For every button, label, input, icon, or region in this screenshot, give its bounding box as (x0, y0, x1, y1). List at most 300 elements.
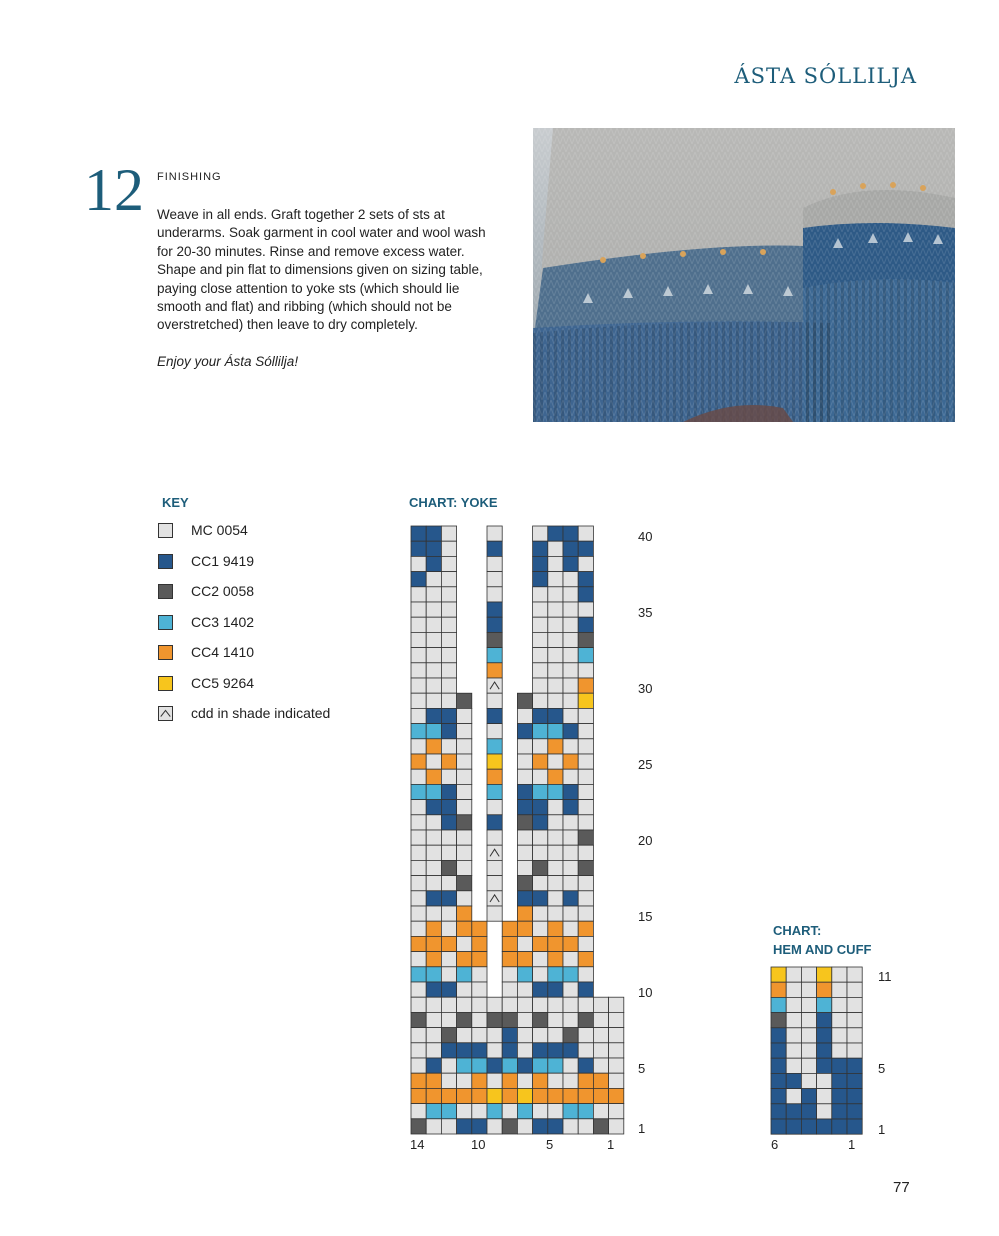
yoke-chart-cell (457, 936, 472, 951)
yoke-chart-cell (578, 1104, 593, 1119)
yoke-chart-cell (441, 678, 456, 693)
yoke-chart-cell (411, 830, 426, 845)
yoke-chart-cell (563, 891, 578, 906)
yoke-chart-cell (548, 617, 563, 632)
yoke-chart-cell (457, 906, 472, 921)
yoke-chart-cell (593, 997, 608, 1012)
hem-chart-cell (817, 1058, 832, 1073)
yoke-chart-cell (426, 921, 441, 936)
yoke-chart-cell (457, 708, 472, 723)
yoke-chart-cell (517, 708, 532, 723)
yoke-chart-cell (563, 754, 578, 769)
hem-chart-cell (771, 1043, 786, 1058)
yoke-chart-cell (609, 1058, 624, 1073)
hem-chart-grid (771, 967, 862, 1134)
yoke-chart-cell (578, 708, 593, 723)
yoke-chart-cell (548, 556, 563, 571)
yoke-chart-cell (563, 906, 578, 921)
yoke-chart-cell (441, 648, 456, 663)
yoke-chart-cell (548, 815, 563, 830)
yoke-chart-cell (487, 800, 502, 815)
yoke-chart-cell (426, 769, 441, 784)
yoke-chart-cell (548, 936, 563, 951)
key-label-mc: MC 0054 (191, 522, 248, 538)
yoke-chart-cell (533, 617, 548, 632)
yoke-chart-cell (548, 876, 563, 891)
yoke-chart-cell (411, 876, 426, 891)
yoke-chart-cell (578, 1073, 593, 1088)
yoke-chart-cell (411, 800, 426, 815)
yoke-chart-cell (457, 1043, 472, 1058)
yoke-row-label: 20 (638, 833, 653, 848)
hem-chart-cell (817, 1073, 832, 1088)
yoke-chart-cell (426, 784, 441, 799)
hem-chart-cell (817, 1089, 832, 1104)
yoke-chart-cell (487, 815, 502, 830)
yoke-chart-cell (578, 693, 593, 708)
hem-chart-cell (832, 1119, 847, 1134)
yoke-chart-cell (411, 1058, 426, 1073)
yoke-chart-cell (533, 784, 548, 799)
yoke-chart-cell (533, 860, 548, 875)
yoke-chart-cell (533, 800, 548, 815)
yoke-chart-cell (563, 997, 578, 1012)
hem-chart-cell (771, 1119, 786, 1134)
yoke-chart-cell (517, 769, 532, 784)
yoke-chart-cell (517, 754, 532, 769)
yoke-chart-cell (533, 1088, 548, 1103)
yoke-chart-cell (517, 1073, 532, 1088)
yoke-chart-cell (578, 724, 593, 739)
yoke-chart-cell (563, 967, 578, 982)
yoke-chart-cell (457, 997, 472, 1012)
yoke-chart-cell (563, 708, 578, 723)
yoke-chart-cell (487, 1119, 502, 1134)
yoke-chart-cell (502, 1088, 517, 1103)
yoke-chart-cell (487, 1028, 502, 1043)
yoke-chart-cell (411, 754, 426, 769)
yoke-chart-cell (563, 617, 578, 632)
yoke-chart-cell (441, 769, 456, 784)
yoke-chart-cell (411, 921, 426, 936)
yoke-chart-cell (517, 1043, 532, 1058)
yoke-chart-cell (441, 1104, 456, 1119)
hem-chart-cell (786, 1089, 801, 1104)
yoke-chart-cell (578, 815, 593, 830)
hem-chart-cell (847, 1119, 862, 1134)
hem-chart-cell (832, 982, 847, 997)
yoke-chart-cell (426, 1073, 441, 1088)
hem-chart-cell (832, 1104, 847, 1119)
yoke-chart-cell (457, 784, 472, 799)
yoke-chart-cell (441, 708, 456, 723)
hem-chart-cell (771, 1073, 786, 1088)
yoke-chart-cell (548, 754, 563, 769)
hem-chart-cell (771, 1104, 786, 1119)
yoke-chart-cell (548, 602, 563, 617)
yoke-chart-cell (548, 739, 563, 754)
key-title: KEY (162, 495, 189, 510)
yoke-chart-cell (533, 876, 548, 891)
yoke-chart-cell (411, 648, 426, 663)
hem-chart-cell (801, 967, 816, 982)
hem-chart-cell (801, 1058, 816, 1073)
yoke-chart-cell (578, 830, 593, 845)
yoke-chart-cell (426, 617, 441, 632)
yoke-chart-cell (441, 1012, 456, 1027)
yoke-chart-cell (563, 739, 578, 754)
yoke-chart-cell (578, 952, 593, 967)
yoke-chart-cell (457, 739, 472, 754)
yoke-chart-cell (457, 876, 472, 891)
hem-chart-cell (771, 1028, 786, 1043)
yoke-chart-cell (457, 1104, 472, 1119)
yoke-chart-cell (441, 982, 456, 997)
yoke-chart-cell (533, 572, 548, 587)
yoke-chart-cell (517, 906, 532, 921)
yoke-chart-cell (517, 739, 532, 754)
yoke-chart-cell (472, 936, 487, 951)
yoke-chart-cell (441, 541, 456, 556)
yoke-chart-cell (517, 921, 532, 936)
yoke-chart-cell (578, 739, 593, 754)
yoke-chart-cell (548, 1028, 563, 1043)
yoke-chart-cell (533, 1058, 548, 1073)
yoke-chart-cell (548, 587, 563, 602)
yoke-chart-cell (441, 1043, 456, 1058)
yoke-chart-cell (533, 739, 548, 754)
yoke-chart-cell (563, 769, 578, 784)
hem-col-label: 1 (848, 1137, 856, 1152)
yoke-chart-cell (563, 1028, 578, 1043)
yoke-chart-cell (609, 1073, 624, 1088)
yoke-chart-cell (548, 921, 563, 936)
yoke-chart-cell (441, 967, 456, 982)
yoke-chart-cell (441, 663, 456, 678)
yoke-chart-cell (411, 708, 426, 723)
yoke-chart-cell (441, 876, 456, 891)
yoke-chart-cell (609, 1043, 624, 1058)
yoke-chart-cell (578, 678, 593, 693)
yoke-chart-cell (426, 891, 441, 906)
yoke-chart-cell (578, 1012, 593, 1027)
yoke-chart-cell (457, 800, 472, 815)
yoke-chart-cell (441, 587, 456, 602)
yoke-chart-cell (487, 845, 502, 860)
hem-chart-cell (817, 1119, 832, 1134)
yoke-chart-cell (563, 784, 578, 799)
yoke-chart-cell (517, 876, 532, 891)
yoke-chart-cell (426, 526, 441, 541)
yoke-chart-cell (411, 952, 426, 967)
yoke-chart-cell (548, 693, 563, 708)
yoke-chart-cell (426, 556, 441, 571)
hem-chart-cell (817, 1013, 832, 1028)
yoke-row-label: 15 (638, 909, 653, 924)
hem-chart-cell (801, 982, 816, 997)
yoke-chart-cell (609, 1119, 624, 1134)
hem-chart-cell (801, 1089, 816, 1104)
yoke-chart-cell (441, 739, 456, 754)
yoke-chart-cell (472, 997, 487, 1012)
yoke-chart-cell (457, 952, 472, 967)
yoke-chart-cell (441, 952, 456, 967)
yoke-chart-cell (578, 602, 593, 617)
hem-chart-cell (786, 982, 801, 997)
yoke-chart-cell (548, 663, 563, 678)
yoke-chart-cell (533, 693, 548, 708)
yoke-chart-cell (426, 830, 441, 845)
yoke-chart-cell (502, 1058, 517, 1073)
yoke-chart-cell (487, 906, 502, 921)
yoke-chart-cell (441, 1028, 456, 1043)
hem-chart-cell (832, 1089, 847, 1104)
yoke-chart-cell (502, 967, 517, 982)
yoke-chart-cell (441, 572, 456, 587)
hem-chart-title-line1: CHART: (773, 923, 822, 938)
yoke-chart-cell (563, 952, 578, 967)
yoke-chart-cell (472, 952, 487, 967)
yoke-chart-cell (578, 936, 593, 951)
hem-chart-cell (847, 982, 862, 997)
hem-chart-cell (801, 1043, 816, 1058)
hem-chart-cell (832, 1028, 847, 1043)
yoke-chart-cell (533, 556, 548, 571)
yoke-chart-cell (487, 769, 502, 784)
yoke-chart-cell (533, 1028, 548, 1043)
yoke-chart-cell (426, 541, 441, 556)
yoke-chart-cell (502, 1028, 517, 1043)
yoke-chart-cell (533, 815, 548, 830)
yoke-chart-cell (457, 724, 472, 739)
yoke-chart-cell (441, 845, 456, 860)
yoke-row-label: 1 (638, 1121, 646, 1136)
yoke-chart-cell (472, 1119, 487, 1134)
yoke-chart-cell (426, 815, 441, 830)
hem-chart-cell (786, 1043, 801, 1058)
yoke-chart-cell (411, 997, 426, 1012)
yoke-chart-cell (426, 572, 441, 587)
yoke-chart-cell (548, 708, 563, 723)
yoke-chart-cell (441, 1088, 456, 1103)
yoke-chart-cell (441, 693, 456, 708)
yoke-chart-cell (411, 526, 426, 541)
yoke-chart-cell (578, 860, 593, 875)
yoke-chart-cell (578, 617, 593, 632)
yoke-chart-cell (411, 1073, 426, 1088)
yoke-chart-cell (457, 845, 472, 860)
yoke-chart-cell (563, 1012, 578, 1027)
yoke-chart-cell (441, 815, 456, 830)
yoke-chart-cell (578, 845, 593, 860)
yoke-chart-cell (563, 830, 578, 845)
yoke-chart-cell (593, 1028, 608, 1043)
yoke-chart-cell (411, 784, 426, 799)
yoke-row-label: 35 (638, 605, 653, 620)
yoke-chart-cell (533, 967, 548, 982)
yoke-chart-cell (578, 541, 593, 556)
yoke-chart-cell (517, 1028, 532, 1043)
yoke-chart-cell (533, 952, 548, 967)
yoke-chart-cell (578, 632, 593, 647)
yoke-chart-cell (487, 541, 502, 556)
hem-chart-cell (801, 1119, 816, 1134)
yoke-col-label: 5 (546, 1137, 554, 1152)
yoke-chart-cell (548, 724, 563, 739)
yoke-chart-cell (533, 921, 548, 936)
hem-chart-cell (847, 1089, 862, 1104)
hem-col-label: 6 (771, 1137, 779, 1152)
yoke-chart-cell (441, 754, 456, 769)
yoke-chart-cell (593, 1043, 608, 1058)
yoke-row-label: 25 (638, 757, 653, 772)
yoke-chart-cell (563, 1043, 578, 1058)
hem-row-label: 11 (878, 969, 892, 984)
yoke-chart-cell (426, 739, 441, 754)
yoke-chart-cell (548, 784, 563, 799)
key-label-cc3: CC3 1402 (191, 613, 255, 630)
yoke-chart-cell (548, 526, 563, 541)
yoke-chart-cell (533, 906, 548, 921)
hem-chart-cell (786, 1028, 801, 1043)
yoke-chart-cell (517, 830, 532, 845)
yoke-chart-cell (472, 1073, 487, 1088)
hem-chart-cell (786, 967, 801, 982)
yoke-chart-cell (578, 526, 593, 541)
yoke-chart-cell (487, 997, 502, 1012)
hem-chart-cell (847, 1058, 862, 1073)
yoke-chart-cell (426, 1012, 441, 1027)
yoke-row-label: 5 (638, 1061, 646, 1076)
yoke-chart-cell (411, 1028, 426, 1043)
yoke-chart-cell (517, 967, 532, 982)
step-body-text: Weave in all ends. Graft together 2 sets of sts at underarms. Soak garment in cool water and wool wash for 20-30 minutes. Rinse and remove excess water. Shape and pin flat to dimensions given on sizing table, paying close attention to yoke sts (which should lie smooth and flat) and ribbing (which should not be overstretched) then leave to dry completely. (157, 207, 486, 333)
yoke-chart-cell (457, 1088, 472, 1103)
yoke-chart-cell (457, 1058, 472, 1073)
yoke-chart-cell (411, 1119, 426, 1134)
yoke-chart-cell (533, 830, 548, 845)
yoke-chart-cell (517, 891, 532, 906)
hem-chart-cell (786, 997, 801, 1012)
yoke-chart-cell (578, 1119, 593, 1134)
yoke-chart-cell (426, 1088, 441, 1103)
page-header-title: ÁSTA SÓLLILJA (734, 64, 917, 88)
yoke-chart-cell (472, 982, 487, 997)
yoke-chart-cell (426, 800, 441, 815)
yoke-chart-cell (441, 602, 456, 617)
yoke-chart-cell (533, 663, 548, 678)
yoke-chart-cell (411, 617, 426, 632)
yoke-chart-cell (426, 648, 441, 663)
yoke-chart-cell (487, 556, 502, 571)
step-label: FINISHING (157, 171, 222, 183)
key-label-cc4: CC4 1410 (191, 644, 255, 660)
key-label-cc1: CC1 9419 (191, 552, 255, 569)
yoke-chart-cell (563, 724, 578, 739)
yoke-chart-cell (487, 860, 502, 875)
yoke-chart-cell (563, 800, 578, 815)
yoke-chart-cell (426, 663, 441, 678)
yoke-chart-cell (472, 1012, 487, 1027)
hem-chart-cell (786, 1058, 801, 1073)
yoke-chart-cell (426, 1043, 441, 1058)
yoke-chart-cell (411, 678, 426, 693)
hem-chart-cell (847, 1013, 862, 1028)
yoke-chart-cell (457, 891, 472, 906)
yoke-chart-cell (441, 1119, 456, 1134)
yoke-chart-cell (426, 754, 441, 769)
yoke-chart-cell (411, 602, 426, 617)
yoke-chart-cell (411, 845, 426, 860)
yoke-chart-cell (426, 708, 441, 723)
yoke-chart-cell (411, 1104, 426, 1119)
hem-row-label: 1 (878, 1122, 886, 1137)
yoke-chart-cell (578, 891, 593, 906)
yoke-chart-cell (411, 906, 426, 921)
yoke-chart-cell (441, 800, 456, 815)
yoke-row-label: 40 (638, 529, 653, 544)
yoke-chart-cell (487, 572, 502, 587)
yoke-chart-cell (578, 906, 593, 921)
yoke-chart-cell (517, 1012, 532, 1027)
yoke-chart-cell (609, 997, 624, 1012)
yoke-chart-cell (487, 1012, 502, 1027)
yoke-chart-cell (517, 952, 532, 967)
hem-chart-cell (847, 1043, 862, 1058)
yoke-chart-cell (411, 1043, 426, 1058)
yoke-chart-cell (457, 815, 472, 830)
yoke-chart-cell (457, 830, 472, 845)
yoke-chart-cell (487, 1043, 502, 1058)
yoke-chart-cell (517, 982, 532, 997)
yoke-chart-cell (487, 617, 502, 632)
yoke-chart-cell (411, 541, 426, 556)
yoke-row-label: 30 (638, 681, 653, 696)
yoke-chart-cell (578, 1058, 593, 1073)
yoke-chart-cell (426, 860, 441, 875)
yoke-chart-cell (502, 1073, 517, 1088)
yoke-chart-cell (426, 997, 441, 1012)
yoke-chart-cell (457, 967, 472, 982)
yoke-chart-cell (517, 800, 532, 815)
yoke-chart-cell (533, 1012, 548, 1027)
yoke-chart-cell (578, 1043, 593, 1058)
yoke-chart-cell (548, 906, 563, 921)
yoke-chart-cell (548, 648, 563, 663)
yoke-chart-cell (563, 632, 578, 647)
yoke-chart-cell (609, 1028, 624, 1043)
yoke-chart-cell (441, 724, 456, 739)
yoke-chart-cell (517, 1119, 532, 1134)
yoke-chart-cell (411, 982, 426, 997)
yoke-chart-cell (457, 1119, 472, 1134)
hem-chart-cell (832, 1043, 847, 1058)
yoke-chart-cell (563, 648, 578, 663)
yoke-chart-cell (487, 1073, 502, 1088)
yoke-chart-cell (548, 845, 563, 860)
yoke-chart-cell (502, 1012, 517, 1027)
yoke-chart-cell (548, 891, 563, 906)
yoke-chart-cell (441, 936, 456, 951)
yoke-chart-cell (548, 572, 563, 587)
yoke-chart-cell (578, 648, 593, 663)
hem-chart-cell (832, 1058, 847, 1073)
yoke-chart-cell (563, 602, 578, 617)
yoke-chart-cell (502, 1043, 517, 1058)
yoke-chart-cell (441, 556, 456, 571)
yoke-chart-cell (548, 1043, 563, 1058)
yoke-chart-cell (472, 1088, 487, 1103)
